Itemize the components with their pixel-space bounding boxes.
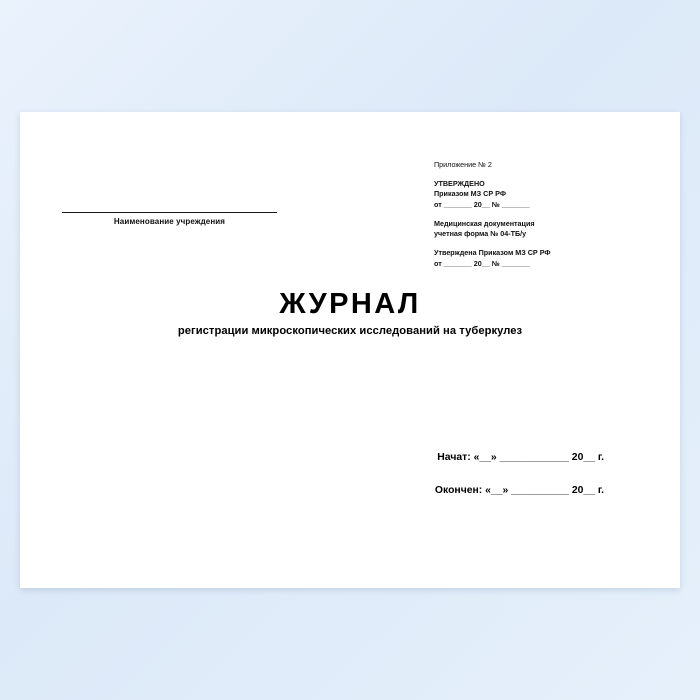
med-doc-line-1: Медицинская документация [434, 218, 535, 228]
appendix-number: Приложение № 2 [434, 160, 492, 169]
approved-by-group [434, 248, 644, 268]
document-sheet [20, 112, 680, 588]
med-doc-group [434, 219, 644, 239]
document-subtitle: регистрации микроскопических исследований на туберкулез [177, 325, 523, 337]
approved-label: УТВЕРЖДЕНО [434, 179, 485, 189]
approved-group [434, 179, 644, 210]
approved-date: от _______ 20__ № _______ [434, 199, 530, 209]
approved-order: Приказом МЗ СР РФ [434, 189, 506, 199]
med-doc-line-2: учетная форма № 04-ТБ/у [434, 229, 527, 239]
finished-row [344, 485, 604, 496]
institution-rule [62, 212, 277, 213]
legal-header-block [434, 160, 644, 269]
started-row [344, 452, 604, 463]
started-value: «__» ____________ 20__ г. [473, 452, 604, 463]
institution-caption: Наименование учреждения [113, 217, 226, 226]
dates-block [344, 452, 604, 496]
appendix-group [434, 160, 644, 170]
approved-by-line-1: Утверждена Приказом МЗ СР РФ [434, 248, 551, 258]
finished-value: «__» __________ 20__ г. [485, 485, 604, 496]
finished-label: Окончен: [434, 485, 483, 496]
approved-by-line-2: от _______ 20__ № _______ [434, 258, 530, 268]
institution-field [62, 212, 277, 226]
document-title: ЖУРНАЛ [279, 288, 421, 320]
started-label: Начат: [437, 452, 471, 463]
